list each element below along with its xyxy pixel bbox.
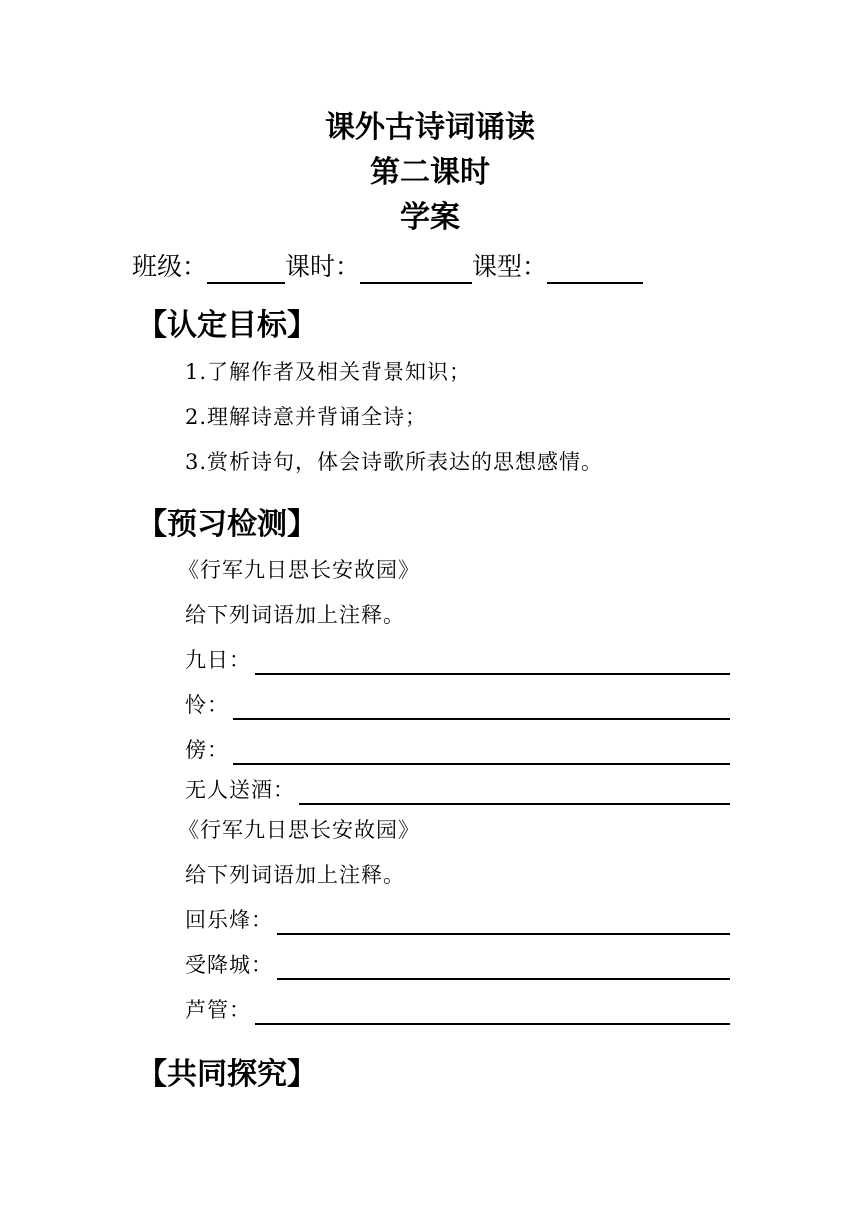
field-label: 怜： (185, 693, 229, 717)
field-label: 九日： (185, 648, 251, 672)
period-blank[interactable] (360, 252, 472, 284)
answer-field-luguan (185, 995, 730, 1025)
info-row (132, 250, 643, 284)
poem2-instruction: 给下列词语加上注释。 (185, 863, 405, 887)
type-label: 课型： (472, 252, 548, 281)
doc-subtitle: 第二课时 (370, 155, 490, 190)
field-label: 回乐烽： (185, 908, 273, 932)
class-blank[interactable] (207, 252, 285, 284)
poem1-instruction: 给下列词语加上注释。 (185, 603, 405, 627)
type-blank[interactable] (547, 252, 643, 284)
doc-type: 学案 (400, 200, 460, 235)
field-label: 芦管： (185, 998, 251, 1022)
answer-blank[interactable] (233, 737, 730, 765)
section-explore-heading: 【共同探究】 (137, 1057, 317, 1092)
answer-field-lian (185, 690, 730, 720)
answer-blank[interactable] (277, 907, 730, 935)
poem1-title: 《行军九日思长安故园》 (178, 558, 420, 582)
goal-item: 3.赏析诗句，体会诗歌所表达的思想感情。 (185, 450, 604, 474)
answer-field-jiuri (185, 645, 730, 675)
goal-item: 1.了解作者及相关背景知识； (185, 360, 472, 384)
period-label: 课时： (285, 252, 361, 281)
field-label: 无人送酒： (185, 778, 295, 802)
class-label: 班级： (132, 252, 208, 281)
field-label: 受降城： (185, 953, 273, 977)
answer-field-bang (185, 735, 730, 765)
answer-blank[interactable] (255, 997, 730, 1025)
answer-field-wurensongjiu (185, 775, 730, 805)
doc-title: 课外古诗词诵读 (325, 110, 535, 145)
goal-item: 2.理解诗意并背诵全诗； (185, 405, 428, 429)
answer-blank[interactable] (233, 692, 730, 720)
answer-blank[interactable] (299, 777, 730, 805)
section-preview-heading: 【预习检测】 (137, 507, 317, 542)
answer-blank[interactable] (277, 952, 730, 980)
section-goals-heading: 【认定目标】 (137, 308, 317, 343)
field-label: 傍： (185, 738, 229, 762)
poem2-title: 《行军九日思长安故园》 (178, 818, 420, 842)
answer-field-huilefeng (185, 905, 730, 935)
answer-blank[interactable] (255, 647, 730, 675)
answer-field-shouxiangcheng (185, 950, 730, 980)
